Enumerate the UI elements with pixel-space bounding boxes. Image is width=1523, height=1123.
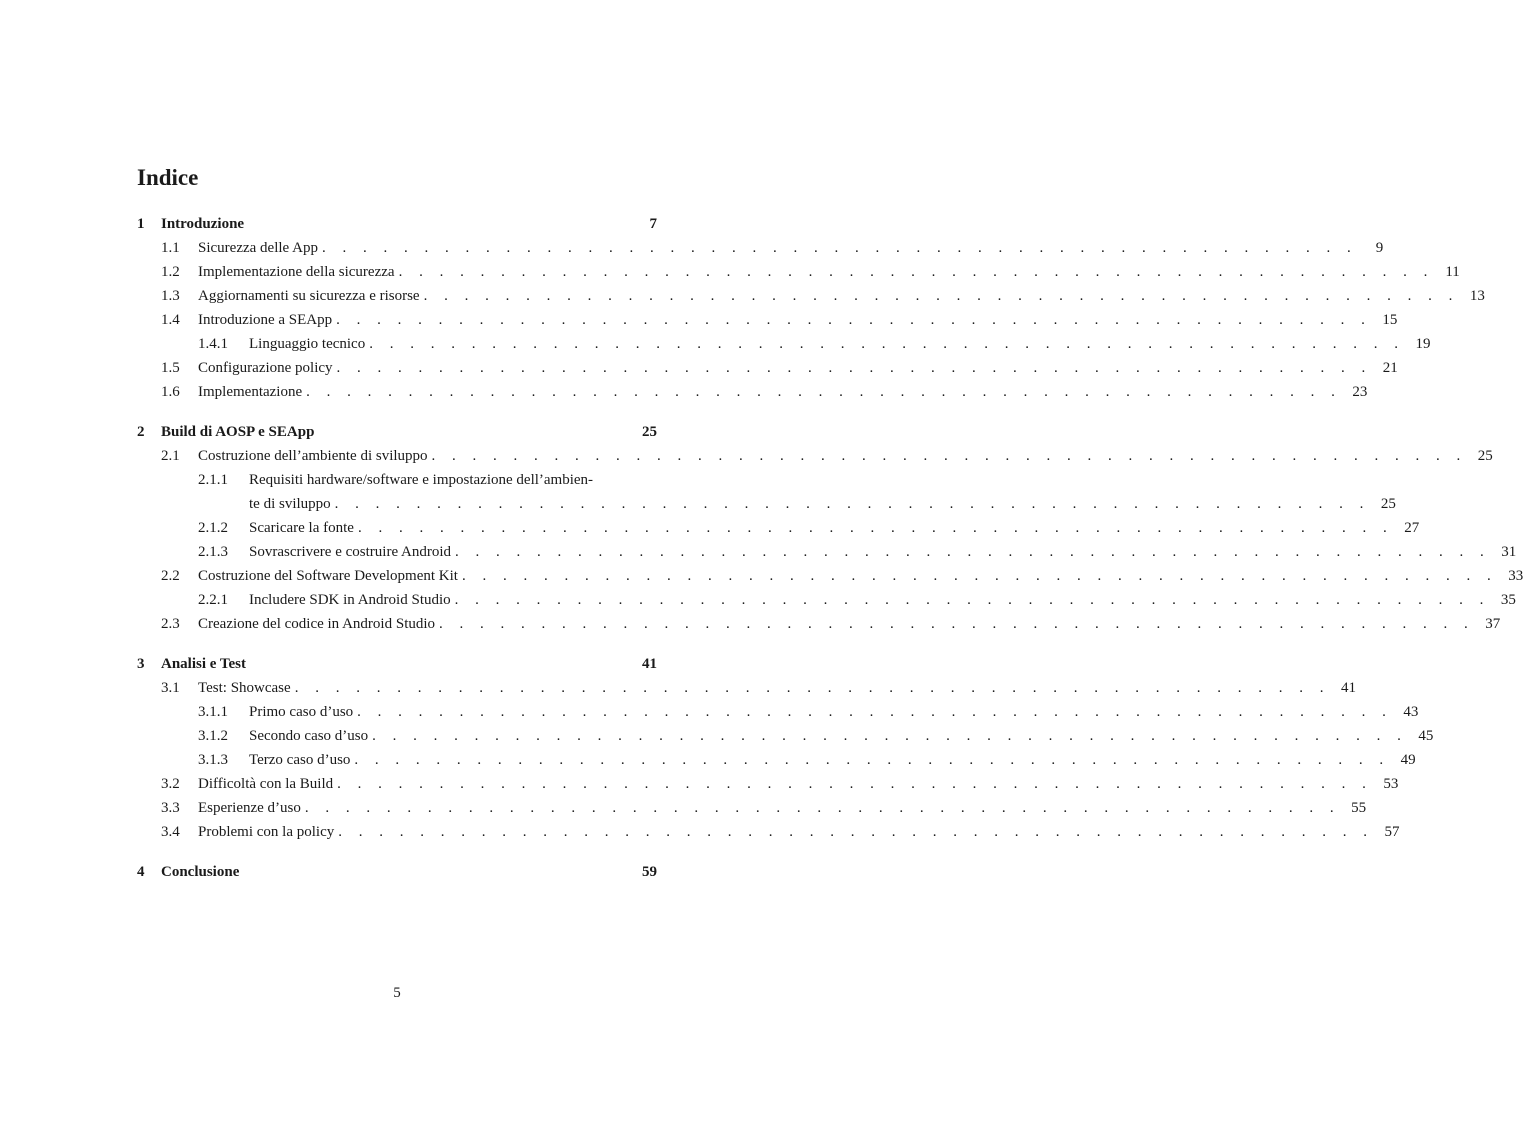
leader-dots: . . . . . . . . . . . . . . . . . . . . . . . . . . . . . . . . . . . . . . . . . . . . . . . . . . . <box>431 448 1467 464</box>
toc-section-3-2[interactable] <box>137 772 1399 796</box>
section-title: Aggiornamenti su sicurezza e risorse <box>198 288 420 304</box>
toc-section-1-1[interactable] <box>137 236 1384 260</box>
section-page: 41 <box>1340 680 1356 696</box>
section-title: Difficoltà con la Build <box>198 776 334 792</box>
chapter-number: 2 <box>137 424 145 440</box>
leader-dots: . . . . . . . . . . . . . . . . . . . . . . . . . . . . . . . . . . . . . . . . . . . . . . . . . . . <box>338 824 1374 840</box>
subsection-title: Requisiti hardware/software e impostazione dell’ambien- <box>249 472 594 488</box>
toc-section-1-3[interactable] <box>137 284 1485 308</box>
subsection-number: 3.1.1 <box>198 704 228 720</box>
section-number: 3.3 <box>161 800 180 816</box>
leader-dots: . . . . . . . . . . . . . . . . . . . . . . . . . . . . . . . . . . . . . . . . . . . . . . . . . . . <box>461 568 1498 584</box>
toc-subsection-2-1-2[interactable] <box>137 516 1420 540</box>
toc-section-1-6[interactable] <box>137 380 1368 404</box>
toc-subsection-3-1-1[interactable] <box>137 700 1419 724</box>
toc-section-1-5[interactable] <box>137 356 1398 380</box>
leader-dots: . . . . . . . . . . . . . . . . . . . . . . . . . . . . . . . . . . . . . . . . . . . . . . . . . . . <box>369 336 1405 352</box>
subsection-page: 25 <box>1380 496 1396 512</box>
subsection-title: Linguaggio tecnico <box>249 336 366 352</box>
section-page: 9 <box>1375 240 1384 256</box>
section-page: 37 <box>1485 616 1501 632</box>
table-of-contents <box>137 212 1523 884</box>
section-number: 2.3 <box>161 616 180 632</box>
subsection-number: 3.1.2 <box>198 728 228 744</box>
leader-dots: . . . . . . . . . . . . . . . . . . . . . . . . . . . . . . . . . . . . . . . . . . . . . . . . . . . <box>357 704 1393 720</box>
toc-section-3-1[interactable] <box>137 676 1356 700</box>
subsection-number: 3.1.3 <box>198 752 228 768</box>
toc-subsection-3-1-2[interactable] <box>137 724 1434 748</box>
leader-dots: . . . . . . . . . . . . . . . . . . . . . . . . . . . . . . . . . . . . . . . . . . . . . . . . . . . <box>336 360 1372 376</box>
section-number: 3.2 <box>161 776 180 792</box>
section-number: 1.1 <box>161 240 180 256</box>
toc-subsection-2-1-3[interactable] <box>137 540 1517 564</box>
section-title: Esperienze d’uso <box>198 800 301 816</box>
subsection-page: 43 <box>1403 704 1419 720</box>
subsection-title-continued: te di sviluppo <box>249 496 331 512</box>
section-page: 13 <box>1469 288 1485 304</box>
section-page: 33 <box>1508 568 1523 584</box>
subsection-page: 45 <box>1418 728 1434 744</box>
leader-dots: . . . . . . . . . . . . . . . . . . . . . . . . . . . . . . . . . . . . . . . . . . . . . . . . . . . <box>304 800 1341 816</box>
chapter-number: 4 <box>137 864 145 880</box>
section-title: Introduzione a SEApp <box>198 312 333 328</box>
toc-chapter-3[interactable] <box>137 652 657 676</box>
leader-dots: . . . . . . . . . . . . . . . . . . . . . . . . . . . . . . . . . . . . . . . . . . . . . . . . . . . <box>423 288 1459 304</box>
section-number: 2.1 <box>161 448 180 464</box>
toc-section-1-4[interactable] <box>137 308 1398 332</box>
toc-subsection-2-1-1[interactable] <box>137 468 657 492</box>
section-title: Creazione del codice in Android Studio <box>198 616 436 632</box>
chapter-page: 25 <box>642 424 657 440</box>
chapter-title: Conclusione <box>161 864 240 880</box>
section-title: Problemi con la policy <box>198 824 335 840</box>
section-page: 55 <box>1351 800 1367 816</box>
section-title: Configurazione policy <box>198 360 333 376</box>
toc-chapter-1[interactable] <box>137 212 657 236</box>
leader-dots: . . . . . . . . . . . . . . . . . . . . . . . . . . . . . . . . . . . . . . . . . . . . . . . . . . . <box>294 680 1330 696</box>
chapter-title: Analisi e Test <box>161 656 247 672</box>
leader-dots: . . . . . . . . . . . . . . . . . . . . . . . . . . . . . . . . . . . . . . . . . . . . . . . . . . . <box>354 752 1390 768</box>
section-number: 1.2 <box>161 264 180 280</box>
section-title: Implementazione <box>198 384 303 400</box>
page-title: Indice <box>137 165 199 190</box>
leader-dots: . . . . . . . . . . . . . . . . . . . . . . . . . . . . . . . . . . . . . . . . . . . . . . . . . . . <box>337 776 1373 792</box>
subsection-title: Includere SDK in Android Studio <box>249 592 451 608</box>
section-number: 2.2 <box>161 568 180 584</box>
section-page: 53 <box>1383 776 1399 792</box>
toc-subsection-1-4-1[interactable] <box>137 332 1431 356</box>
toc-section-2-1[interactable] <box>137 444 1493 468</box>
section-number: 1.6 <box>161 384 180 400</box>
toc-section-1-2[interactable] <box>137 260 1460 284</box>
subsection-title: Terzo caso d’uso <box>249 752 351 768</box>
subsection-page: 49 <box>1400 752 1416 768</box>
leader-dots: . . . . . . . . . . . . . . . . . . . . . . . . . . . . . . . . . . . . . . . . . . . . . . . . . . . <box>455 544 1491 560</box>
section-number: 3.1 <box>161 680 180 696</box>
leader-dots: . . . . . . . . . . . . . . . . . . . . . . . . . . . . . . . . . . . . . . . . . . . . . . . . . . . <box>357 520 1394 536</box>
chapter-page: 59 <box>642 864 657 880</box>
subsection-number: 1.4.1 <box>198 336 228 352</box>
leader-dots: . . . . . . . . . . . . . . . . . . . . . . . . . . . . . . . . . . . . . . . . . . . . . . . . . . . <box>398 264 1434 280</box>
leader-dots: . . . . . . . . . . . . . . . . . . . . . . . . . . . . . . . . . . . . . . . . . . . . . . . . . . . <box>321 240 1358 256</box>
section-page: 21 <box>1382 360 1398 376</box>
subsection-page: 19 <box>1415 336 1431 352</box>
leader-dots: . . . . . . . . . . . . . . . . . . . . . . . . . . . . . . . . . . . . . . . . . . . . . . . . . . . <box>372 728 1408 744</box>
chapter-title: Introduzione <box>161 216 245 232</box>
section-page: 23 <box>1352 384 1368 400</box>
section-number: 1.5 <box>161 360 180 376</box>
section-page: 11 <box>1445 264 1460 280</box>
toc-subsection-2-1-1-continued[interactable] <box>137 492 1396 516</box>
leader-dots: . . . . . . . . . . . . . . . . . . . . . . . . . . . . . . . . . . . . . . . . . . . . . . . . . . . <box>454 592 1490 608</box>
leader-dots: . . . . . . . . . . . . . . . . . . . . . . . . . . . . . . . . . . . . . . . . . . . . . . . . . . . <box>336 312 1372 328</box>
subsection-title: Secondo caso d’uso <box>249 728 369 744</box>
section-page: 57 <box>1384 824 1400 840</box>
section-page: 25 <box>1477 448 1493 464</box>
leader-dots: . . . . . . . . . . . . . . . . . . . . . . . . . . . . . . . . . . . . . . . . . . . . . . . . . . . <box>439 616 1475 632</box>
toc-subsection-3-1-3[interactable] <box>137 748 1416 772</box>
subsection-page: 27 <box>1404 520 1420 536</box>
subsection-number: 2.1.1 <box>198 472 228 488</box>
subsection-title: Sovrascrivere e costruire Android <box>249 544 452 560</box>
chapter-page: 7 <box>649 216 657 232</box>
toc-section-2-2[interactable] <box>137 564 1523 588</box>
section-number: 1.3 <box>161 288 180 304</box>
subsection-title: Scaricare la fonte <box>249 520 354 536</box>
subsection-number: 2.1.2 <box>198 520 228 536</box>
section-title: Costruzione del Software Development Kit <box>198 568 458 584</box>
subsection-number: 2.1.3 <box>198 544 228 560</box>
chapter-number: 3 <box>137 656 145 672</box>
toc-chapter-2[interactable] <box>137 420 657 444</box>
section-title: Implementazione della sicurezza <box>198 264 395 280</box>
chapter-number: 1 <box>137 216 145 232</box>
chapter-page: 41 <box>642 656 657 672</box>
section-title: Costruzione dell’ambiente di sviluppo <box>198 448 428 464</box>
subsection-title: Primo caso d’uso <box>249 704 354 720</box>
page-number: 5 <box>393 985 401 1001</box>
toc-section-2-3[interactable] <box>137 612 1501 636</box>
leader-dots: . . . . . . . . . . . . . . . . . . . . . . . . . . . . . . . . . . . . . . . . . . . . . . . . . . . <box>334 496 1370 512</box>
section-number: 1.4 <box>161 312 180 328</box>
toc-section-3-4[interactable] <box>137 820 1400 844</box>
toc-section-3-3[interactable] <box>137 796 1367 820</box>
leader-dots: . . . . . . . . . . . . . . . . . . . . . . . . . . . . . . . . . . . . . . . . . . . . . . . . . . . <box>306 384 1342 400</box>
chapter-title: Build di AOSP e SEApp <box>161 424 315 440</box>
subsection-page: 31 <box>1501 544 1517 560</box>
subsection-page: 35 <box>1500 592 1516 608</box>
section-title: Sicurezza delle App <box>198 240 318 256</box>
section-page: 15 <box>1382 312 1398 328</box>
section-number: 3.4 <box>161 824 180 840</box>
toc-subsection-2-2-1[interactable] <box>137 588 1516 612</box>
toc-chapter-4[interactable] <box>137 860 657 884</box>
subsection-number: 2.2.1 <box>198 592 228 608</box>
section-title: Test: Showcase <box>198 680 291 696</box>
